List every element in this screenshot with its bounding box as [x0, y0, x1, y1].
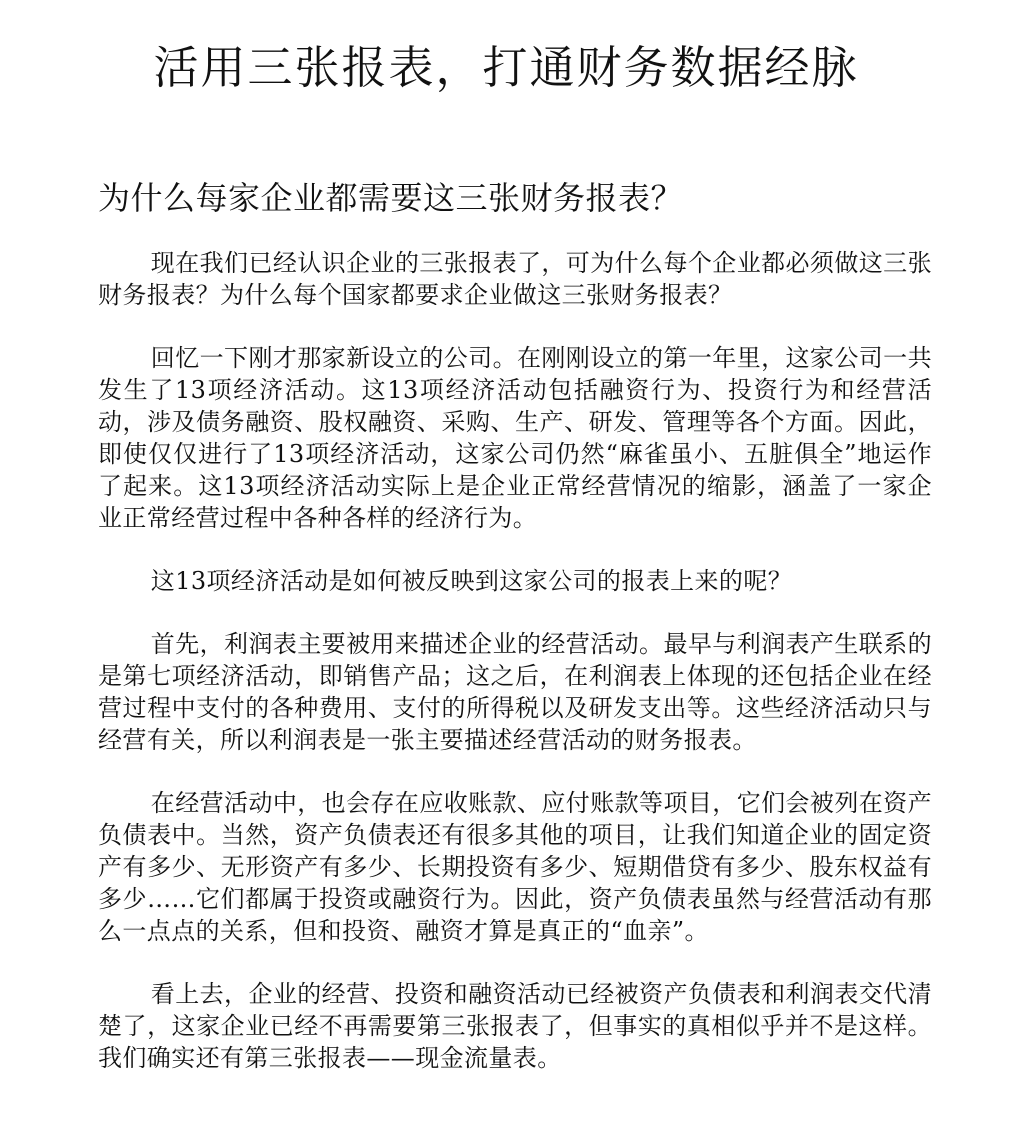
paragraph-6: 看上去，企业的经营、投资和融资活动已经被资产负债表和利润表交代清楚了，这家企业已经不再需要第三张报表了，但事实的真相似乎并不是这样。我们确实还有第三张报表——现金流量表。: [98, 980, 932, 1072]
paragraph-2: 回忆一下刚才那家新设立的公司。在刚刚设立的第一年里，这家公司一共发生了13项经济活动。这13项经济活动包括融资行为、投资行为和经营活动，涉及债务融资、股权融资、采购、生产、研发、管理等各个方面。因此，即使仅仅进行了13项经济活动，这家公司仍然“麻雀虽小、五脏俱全”地运作了起来。这13项经济活动实际上是企业正常经营情况的缩影，涵盖了一家企业正常经营过程中各种各样的经济行为。: [98, 344, 932, 532]
paragraph-4: 首先，利润表主要被用来描述企业的经营活动。最早与利润表产生联系的是第七项经济活动，即销售产品；这之后，在利润表上体现的还包括企业在经营过程中支付的各种费用、支付的所得税以及研发支出等。这些经济活动只与经营有关，所以利润表是一张主要描述经营活动的财务报表。: [98, 630, 932, 754]
paragraph-3: 这13项经济活动是如何被反映到这家公司的报表上来的呢？: [150, 567, 793, 595]
document-title: 活用三张报表，打通财务数据经脉: [153, 41, 859, 94]
paragraph-1: 现在我们已经认识企业的三张报表了，可为什么每个企业都必须做这三张财务报表？为什么每个国家都要求企业做这三张财务报表？: [98, 249, 932, 309]
paragraph-5: 在经营活动中，也会存在应收账款、应付账款等项目，它们会被列在资产负债表中。当然，资产负债表还有很多其他的项目，让我们知道企业的固定资产有多少、无形资产有多少、长期投资有多少、短期借贷有多少、股东权益有多少……它们都属于投资或融资行为。因此，资产负债表虽然与经营活动有那么一点点的关系，但和投资、融资才算是真正的“血亲”。: [98, 789, 932, 945]
section-heading: 为什么每家企业都需要这三张财务报表？: [98, 179, 684, 217]
body-text: [98, 247, 932, 1105]
